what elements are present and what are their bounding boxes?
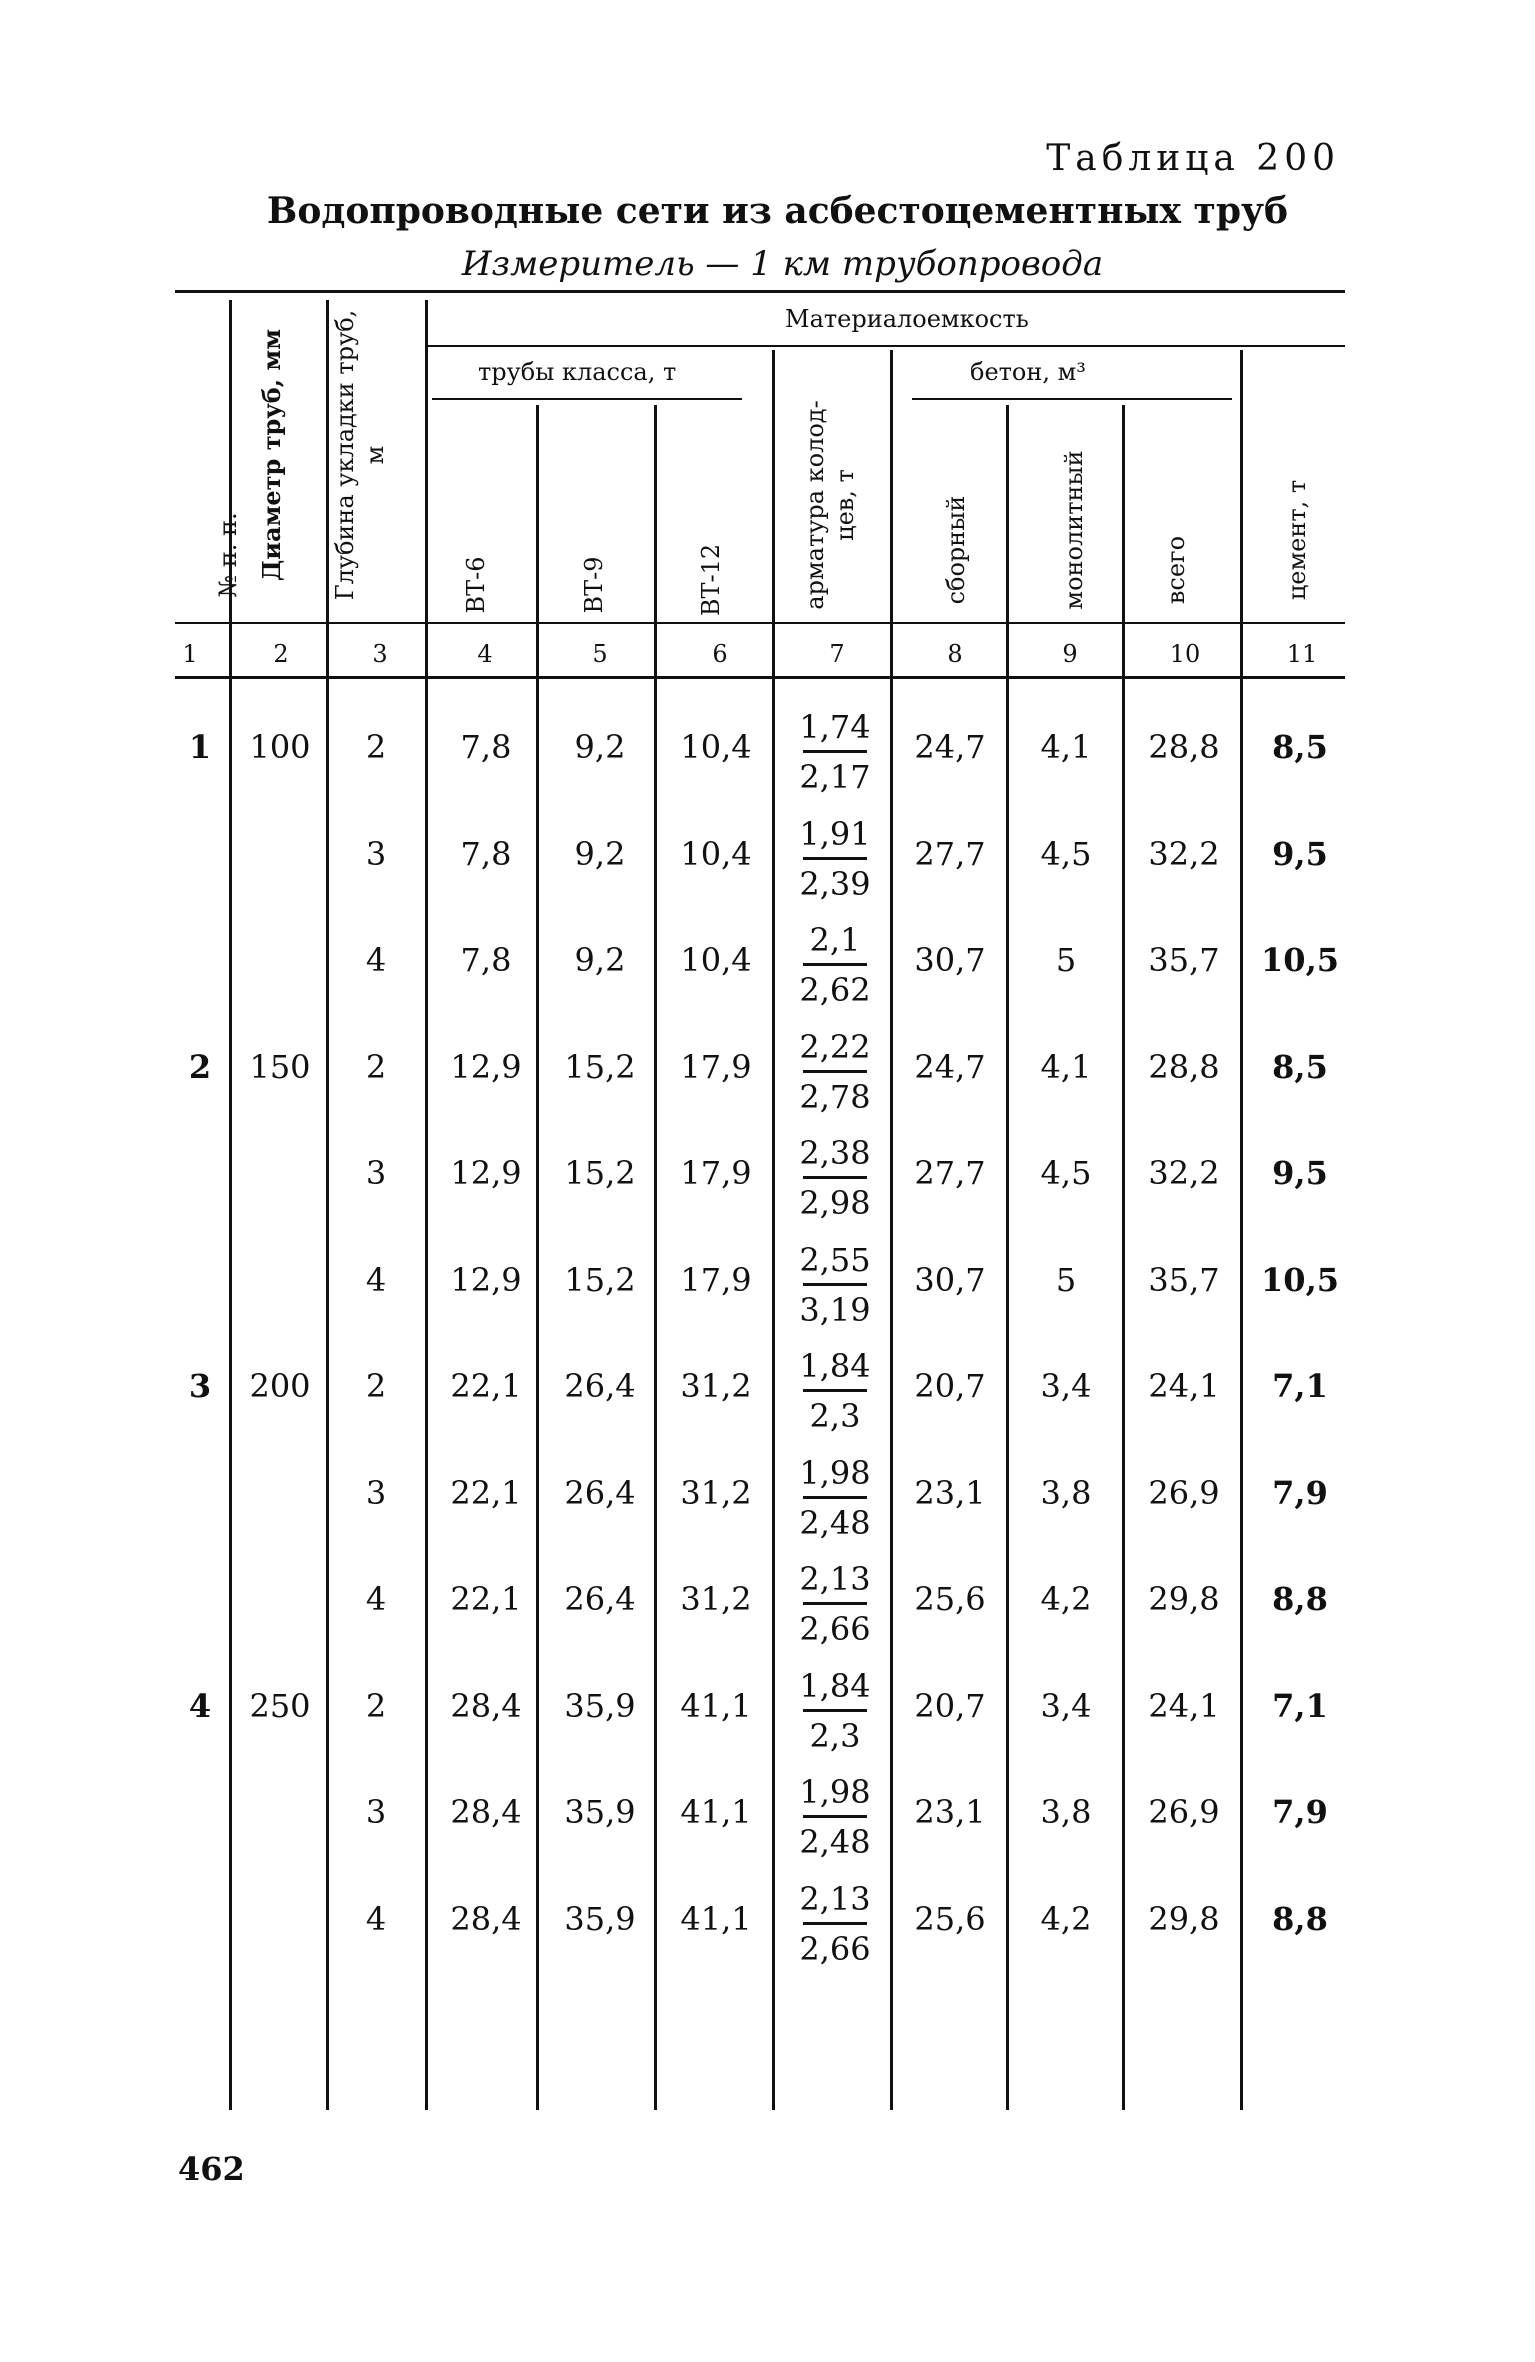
cell-total: 32,2 [1148, 834, 1220, 873]
cell-num: 4 [188, 1686, 212, 1725]
cell-bt12: 17,9 [680, 1260, 752, 1299]
cell-prefab: 23,1 [914, 1793, 986, 1831]
cell-bt6: 12,9 [450, 1154, 522, 1192]
column-number: 1 [182, 640, 198, 668]
fraction-bar [803, 1922, 867, 1925]
cell-bt6: 12,9 [450, 1260, 522, 1299]
cell-bt6: 22,1 [450, 1580, 522, 1618]
material-header: Материалоемкость [785, 305, 1029, 333]
cell-total: 28,8 [1148, 728, 1220, 766]
material-rule [425, 345, 1345, 347]
column-number: 9 [1062, 640, 1078, 668]
cell-bt6: 28,4 [450, 1793, 522, 1831]
cell-bt6: 7,8 [460, 834, 512, 873]
cell-bt6: 7,8 [460, 941, 512, 979]
cell-armature-denominator: 2,3 [809, 1716, 861, 1755]
cell-depth: 4 [365, 941, 387, 979]
cell-bt12: 41,1 [680, 1686, 752, 1725]
cell-armature-denominator: 2,3 [809, 1397, 861, 1435]
cell-depth: 2 [365, 1686, 387, 1725]
cell-prefab: 23,1 [914, 1473, 986, 1512]
bt12-header: ВТ-12 [697, 543, 725, 617]
cell-armature-denominator: 2,98 [799, 1184, 871, 1222]
col-divider [654, 405, 657, 2110]
cell-bt9: 9,2 [574, 728, 626, 766]
cell-total: 29,8 [1148, 1899, 1220, 1938]
cell-depth: 2 [365, 1367, 387, 1405]
cell-armature-denominator: 2,66 [799, 1929, 871, 1968]
cell-total: 26,9 [1148, 1473, 1220, 1512]
cement-header: цемент, т [1283, 479, 1311, 601]
pipes-rule [432, 398, 742, 400]
cell-mono: 3,4 [1040, 1686, 1092, 1725]
cell-bt12: 17,9 [680, 1154, 752, 1192]
fraction-bar [803, 750, 867, 753]
cell-prefab: 27,7 [914, 834, 986, 873]
cell-mono: 4,2 [1040, 1899, 1092, 1938]
table-subtitle: Измеритель — 1 км трубопровода [461, 244, 1104, 284]
cell-depth: 3 [365, 1473, 387, 1512]
cell-prefab: 24,7 [914, 728, 986, 766]
column-number: 10 [1169, 640, 1201, 668]
cell-depth: 3 [365, 1154, 387, 1192]
fraction-bar [803, 857, 867, 860]
monolithic-header: монолитный [1060, 450, 1088, 610]
cell-bt9: 15,2 [564, 1154, 636, 1192]
bt9-header: ВТ-9 [580, 556, 608, 614]
cell-cement: 8,8 [1272, 1580, 1328, 1618]
cell-mono: 3,4 [1040, 1367, 1092, 1405]
cell-bt9: 15,2 [564, 1047, 636, 1086]
fraction-bar [803, 1176, 867, 1179]
cell-depth: 4 [365, 1260, 387, 1299]
cell-mono: 4,2 [1040, 1580, 1092, 1618]
cell-mono: 4,1 [1040, 1047, 1092, 1086]
cell-armature-numerator: 1,84 [799, 1347, 871, 1385]
cell-armature-denominator: 2,17 [799, 758, 871, 796]
cell-mono: 3,8 [1040, 1793, 1092, 1831]
col-divider [536, 405, 539, 2110]
cell-cement: 8,5 [1272, 728, 1328, 766]
cell-prefab: 20,7 [914, 1367, 986, 1405]
cell-cement: 9,5 [1272, 1154, 1328, 1192]
cell-bt6: 28,4 [450, 1899, 522, 1938]
cell-bt9: 26,4 [564, 1367, 636, 1405]
cell-mono: 5 [1055, 1260, 1077, 1299]
cell-armature-numerator: 1,84 [799, 1666, 871, 1705]
cell-armature-numerator: 2,55 [799, 1240, 871, 1279]
fraction-bar [803, 1389, 867, 1392]
column-number: 6 [712, 640, 728, 668]
fraction-bar [803, 1496, 867, 1499]
cell-total: 35,7 [1148, 1260, 1220, 1299]
pipes-class-header: трубы класса, т [478, 358, 677, 386]
cell-diameter: 150 [249, 1047, 311, 1086]
col-divider [1122, 405, 1125, 2110]
cell-bt9: 15,2 [564, 1260, 636, 1299]
col-divider [1006, 405, 1009, 2110]
cell-armature-denominator: 2,48 [799, 1503, 871, 1542]
cell-diameter: 200 [249, 1367, 311, 1405]
cell-depth: 4 [365, 1580, 387, 1618]
cell-prefab: 25,6 [914, 1580, 986, 1618]
fraction-bar [803, 963, 867, 966]
cell-num: 3 [188, 1367, 212, 1405]
cell-total: 29,8 [1148, 1580, 1220, 1618]
cell-armature-numerator: 1,91 [799, 814, 871, 853]
cell-armature-numerator: 1,98 [799, 1453, 871, 1492]
cell-depth: 3 [365, 834, 387, 873]
cell-bt6: 12,9 [450, 1047, 522, 1086]
col-divider [1240, 350, 1243, 2110]
cell-total: 35,7 [1148, 941, 1220, 979]
cell-total: 26,9 [1148, 1793, 1220, 1831]
fraction-bar [803, 1709, 867, 1712]
cell-depth: 4 [365, 1899, 387, 1938]
cell-prefab: 30,7 [914, 1260, 986, 1299]
cell-armature-denominator: 3,19 [799, 1290, 871, 1329]
cell-armature-denominator: 2,39 [799, 864, 871, 903]
num-header: № п. п. [214, 512, 242, 598]
cell-bt12: 17,9 [680, 1047, 752, 1086]
cell-cement: 9,5 [1272, 834, 1328, 873]
concrete-header: бетон, м³ [970, 358, 1086, 386]
column-number: 8 [947, 640, 963, 668]
cell-bt12: 10,4 [680, 834, 752, 873]
cell-bt12: 10,4 [680, 728, 752, 766]
armature-header: арматура колод-цев, т [801, 400, 859, 610]
cell-bt9: 9,2 [574, 941, 626, 979]
cell-total: 32,2 [1148, 1154, 1220, 1192]
column-number: 4 [477, 640, 493, 668]
cell-bt9: 35,9 [564, 1793, 636, 1831]
cell-depth: 2 [365, 728, 387, 766]
cell-prefab: 27,7 [914, 1154, 986, 1192]
total-header: всего [1162, 535, 1190, 605]
cell-prefab: 25,6 [914, 1899, 986, 1938]
table-label: Таблица 200 [1046, 138, 1340, 179]
cell-bt6: 22,1 [450, 1473, 522, 1512]
cell-bt12: 10,4 [680, 941, 752, 979]
cell-total: 24,1 [1148, 1686, 1220, 1725]
cell-bt9: 35,9 [564, 1686, 636, 1725]
cell-armature-numerator: 1,98 [799, 1773, 871, 1811]
col-divider [890, 350, 893, 2110]
cell-armature-denominator: 2,66 [799, 1610, 871, 1648]
cell-mono: 4,5 [1040, 834, 1092, 873]
cell-bt12: 41,1 [680, 1899, 752, 1938]
column-number: 2 [273, 640, 289, 668]
cell-prefab: 24,7 [914, 1047, 986, 1086]
cell-cement: 7,1 [1272, 1367, 1328, 1405]
page-number: 462 [178, 2150, 245, 2188]
diameter-header: Диаметр труб, мм [257, 328, 286, 582]
col-divider [772, 350, 775, 2110]
cell-prefab: 20,7 [914, 1686, 986, 1725]
cell-bt6: 22,1 [450, 1367, 522, 1405]
cell-cement: 8,8 [1272, 1899, 1328, 1938]
col-divider [425, 300, 428, 2110]
column-number: 5 [592, 640, 608, 668]
bt6-header: ВТ-6 [462, 556, 490, 614]
cell-num: 1 [188, 728, 212, 766]
cell-cement: 10,5 [1261, 941, 1339, 979]
cell-cement: 7,1 [1272, 1686, 1328, 1725]
fraction-bar [803, 1815, 867, 1818]
depth-header: Глубина укладки труб, м [331, 309, 389, 601]
cell-bt12: 41,1 [680, 1793, 752, 1831]
cell-diameter: 250 [249, 1686, 311, 1725]
cell-cement: 7,9 [1272, 1473, 1328, 1512]
top-rule [175, 290, 1345, 293]
column-number: 11 [1286, 640, 1318, 668]
cell-bt6: 28,4 [450, 1686, 522, 1725]
table-title: Водопроводные сети из асбестоцементных труб [266, 190, 1289, 232]
cell-cement: 7,9 [1272, 1793, 1328, 1831]
cell-bt12: 31,2 [680, 1473, 752, 1512]
cell-bt9: 35,9 [564, 1899, 636, 1938]
cell-bt9: 9,2 [574, 834, 626, 873]
cell-bt9: 26,4 [564, 1580, 636, 1618]
cell-armature-numerator: 2,13 [799, 1879, 871, 1918]
col-divider [326, 300, 329, 2110]
cell-armature-numerator: 1,74 [799, 708, 871, 746]
cell-mono: 5 [1055, 941, 1077, 979]
cell-total: 24,1 [1148, 1367, 1220, 1405]
cell-armature-denominator: 2,78 [799, 1077, 871, 1116]
column-number: 7 [829, 640, 845, 668]
fraction-bar [803, 1602, 867, 1605]
cell-armature-numerator: 2,38 [799, 1134, 871, 1172]
cell-cement: 10,5 [1261, 1260, 1339, 1299]
cell-armature-denominator: 2,62 [799, 971, 871, 1009]
cell-armature-numerator: 2,22 [799, 1027, 871, 1066]
fraction-bar [803, 1070, 867, 1073]
cell-depth: 3 [365, 1793, 387, 1831]
cell-prefab: 30,7 [914, 941, 986, 979]
cell-bt12: 31,2 [680, 1580, 752, 1618]
cell-num: 2 [188, 1047, 212, 1086]
cell-armature-numerator: 2,1 [809, 921, 861, 959]
cell-total: 28,8 [1148, 1047, 1220, 1086]
cell-bt9: 26,4 [564, 1473, 636, 1512]
cell-bt6: 7,8 [460, 728, 512, 766]
cell-bt12: 31,2 [680, 1367, 752, 1405]
cell-mono: 4,5 [1040, 1154, 1092, 1192]
cell-armature-numerator: 2,13 [799, 1560, 871, 1598]
cell-diameter: 100 [249, 728, 311, 766]
column-numbers-rule [175, 676, 1345, 679]
concrete-rule [912, 398, 1232, 400]
cell-cement: 8,5 [1272, 1047, 1328, 1086]
cell-depth: 2 [365, 1047, 387, 1086]
cell-armature-denominator: 2,48 [799, 1823, 871, 1861]
cell-mono: 4,1 [1040, 728, 1092, 766]
cell-mono: 3,8 [1040, 1473, 1092, 1512]
prefab-header: сборный [942, 495, 970, 605]
fraction-bar [803, 1283, 867, 1286]
column-number: 3 [372, 640, 388, 668]
header-bottom-rule [175, 622, 1345, 624]
